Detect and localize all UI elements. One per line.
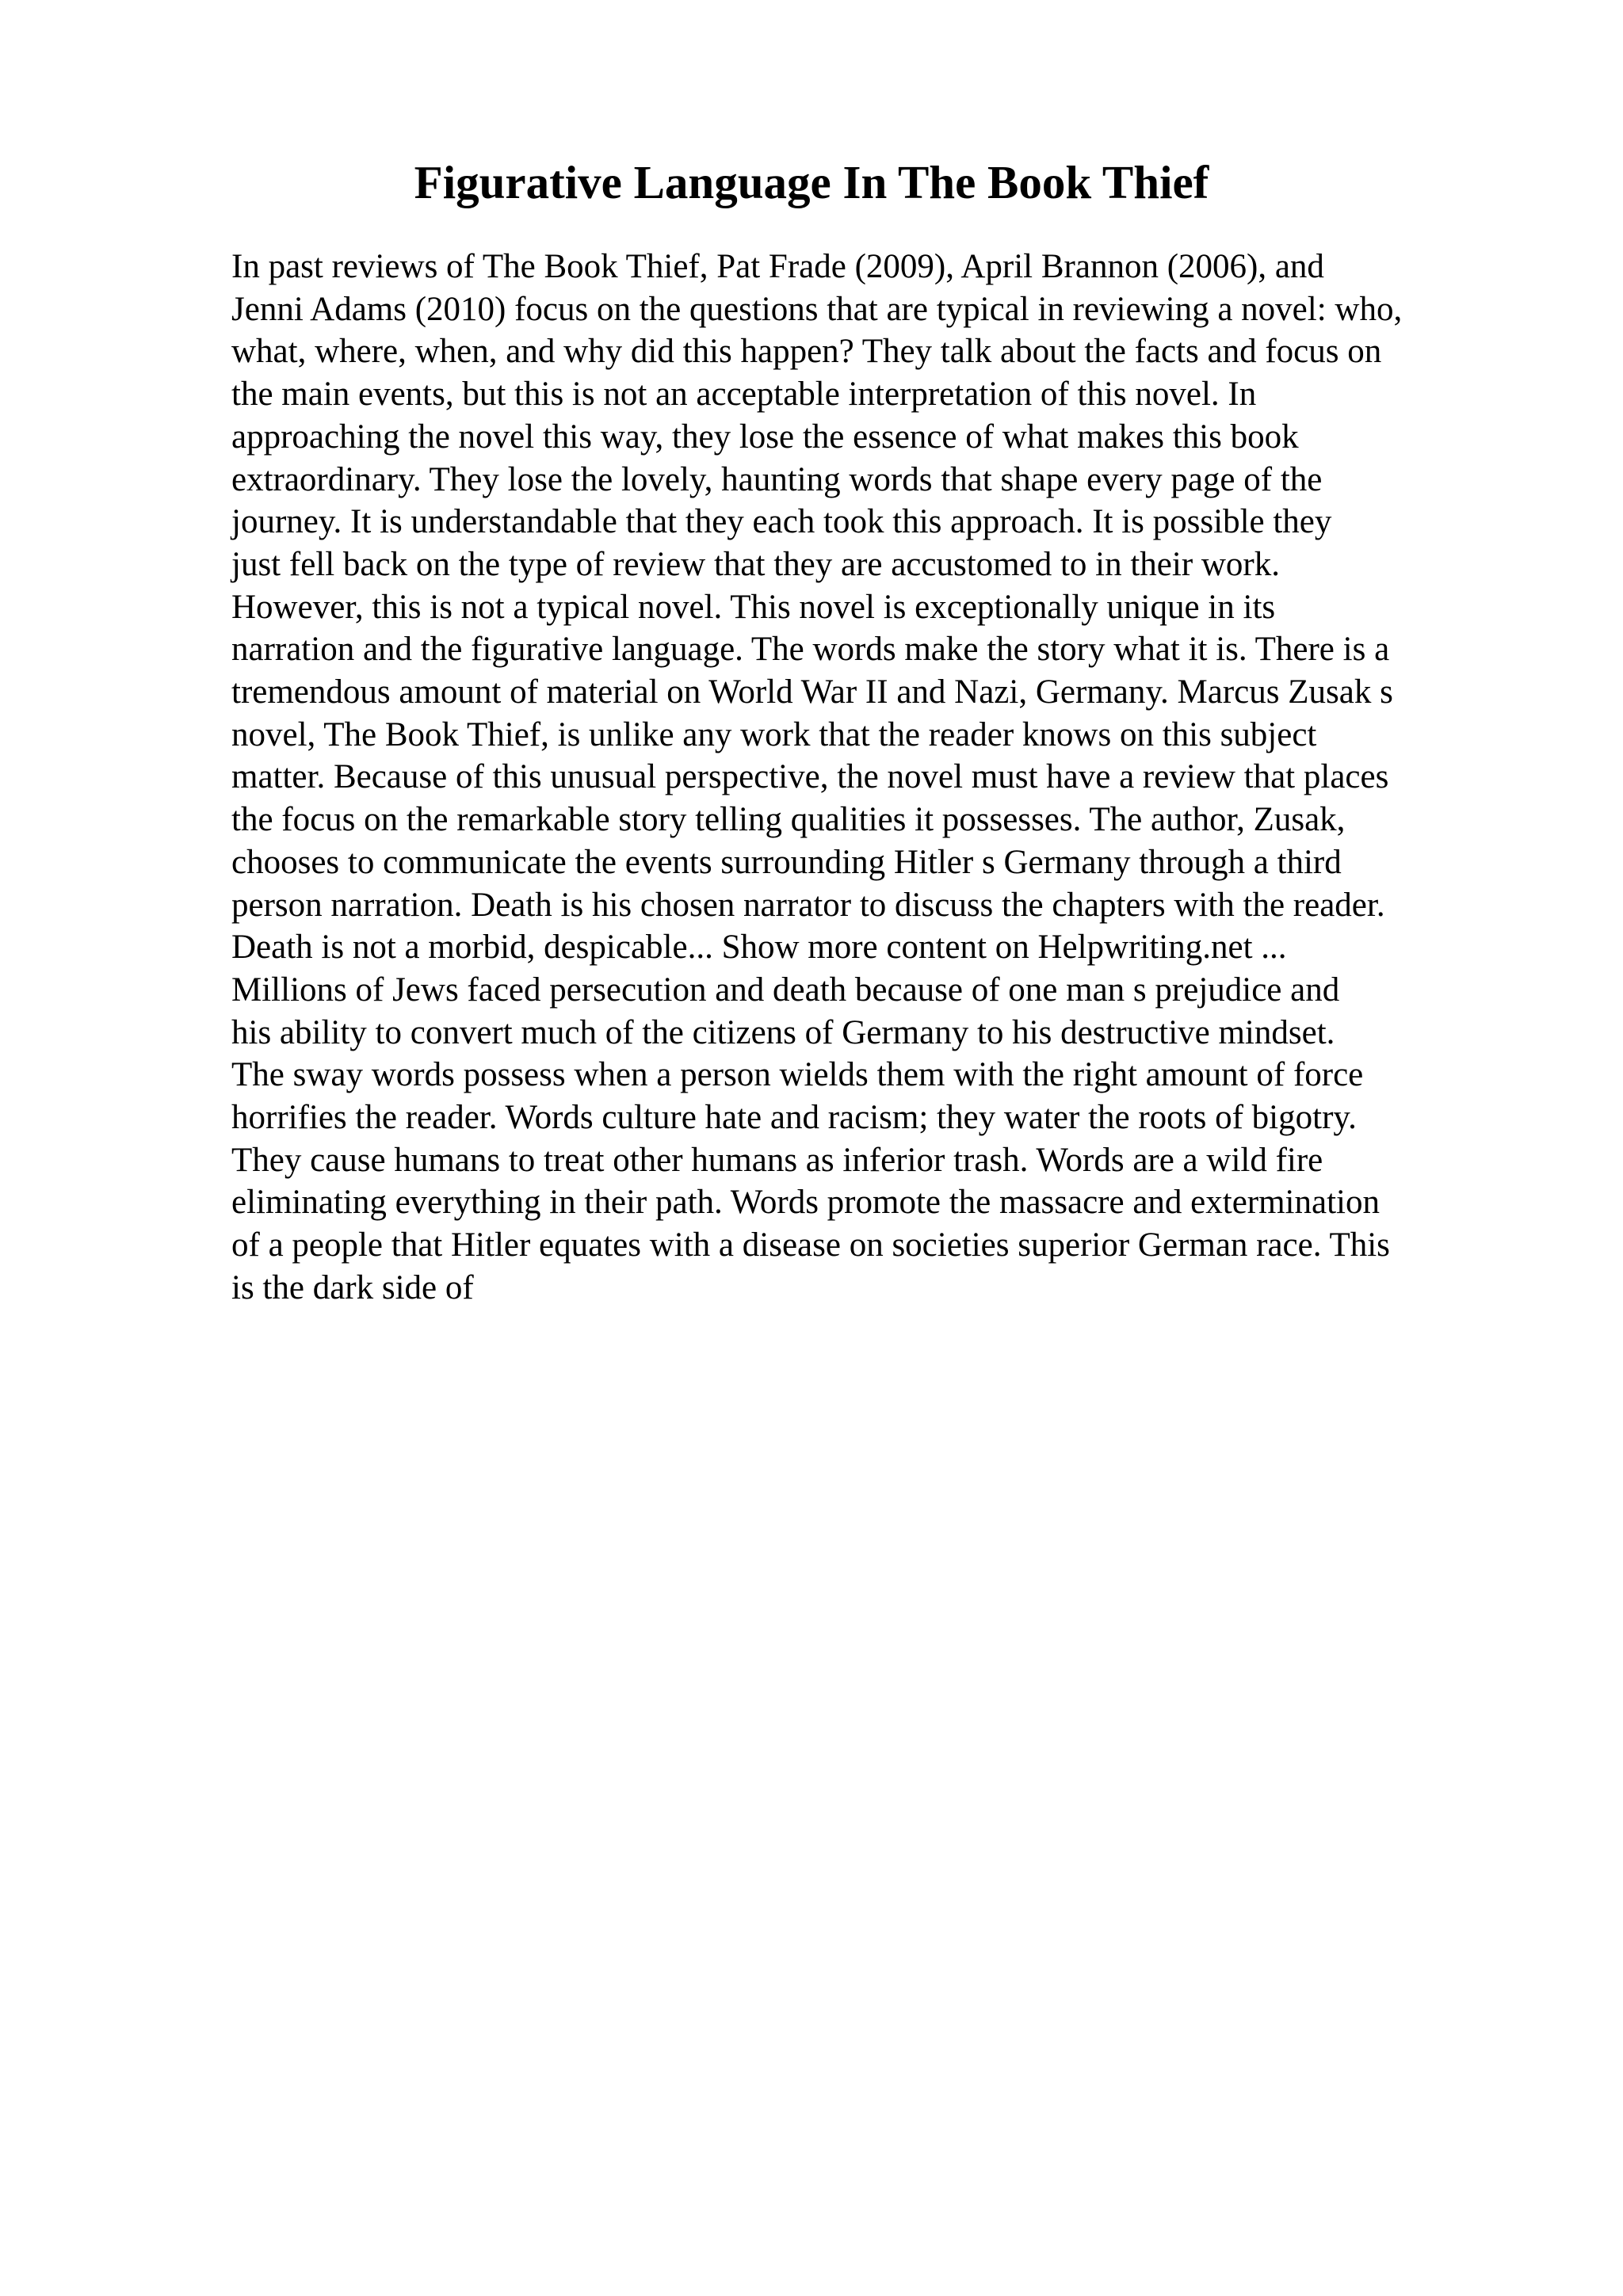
body-line: is the dark side of [231,1268,474,1306]
body-line: novel, The Book Thief, is unlike any work that the reader knows on this subject [231,715,1317,753]
body-line: the focus on the remarkable story telling qualities it possesses. The author, Zusak, [231,801,1346,839]
body-line: In past reviews of The Book Thief, Pat Frade (2009), April Brannon (2006), and [231,248,1324,285]
body-line: just fell back on the type of review that they are accustomed to in their work. [231,545,1281,583]
body-line: Millions of Jews faced persecution and death because of one man s prejudice and [231,971,1340,1009]
body-line: extraordinary. They lose the lovely, haunting words that shape every page of the [231,460,1323,498]
body-line: chooses to communicate the events surrounding Hitler s Germany through a third [231,843,1342,881]
body-line: horrifies the reader. Words culture hate and racism; they water the roots of bigotry. [231,1099,1357,1137]
body-line: The sway words possess when a person wields them with the right amount of force [231,1056,1364,1094]
body-line: person narration. Death is his chosen narrator to discuss the chapters with the reader. [231,886,1385,924]
body-line: approaching the novel this way, they lose the essence of what makes this book [231,418,1299,456]
body-line: what, where, when, and why did this happen? They talk about the facts and focus on [231,333,1382,371]
document-title: Figurative Language In The Book Thief [414,156,1209,208]
body-line: matter. Because of this unusual perspective, the novel must have a review that places [231,758,1389,796]
document-body [231,246,1594,1310]
body-line: Death is not a morbid, despicable... Show more content on Helpwriting.net ... [231,929,1287,967]
body-line: tremendous amount of material on World War II and Nazi, Germany. Marcus Zusak s [231,673,1393,711]
body-line: They cause humans to treat other humans as inferior trash. Words are a wild fire [231,1141,1323,1179]
body-line: his ability to convert much of the citizens of Germany to his destructive mindset. [231,1013,1335,1051]
body-line: eliminating everything in their path. Words promote the massacre and extermination [231,1184,1380,1222]
body-line: journey. It is understandable that they each took this approach. It is possible they [231,503,1332,541]
body-line: narration and the figurative language. The words make the story what it is. There is a [231,631,1390,669]
body-line: Jenni Adams (2010) focus on the questions that are typical in reviewing a novel: who, [231,290,1403,328]
body-line: of a people that Hitler equates with a disease on societies superior German race. This [231,1226,1390,1264]
body-line: the main events, but this is not an acceptable interpretation of this novel. In [231,376,1257,414]
body-line: However, this is not a typical novel. This novel is exceptionally unique in its [231,588,1276,626]
